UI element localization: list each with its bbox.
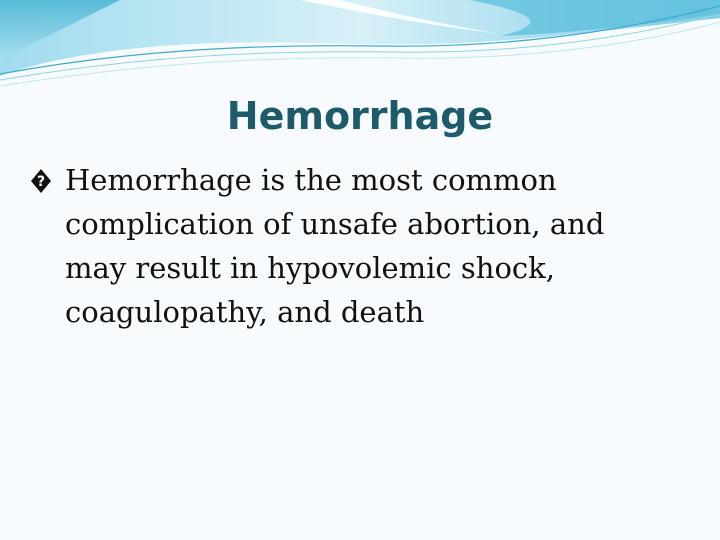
slide-title: Hemorrhage <box>226 94 494 138</box>
bullet-text: Hemorrhage is the most common complication of unsafe abortion, and may result in hypovolemic shock, coagulopathy, and death <box>65 163 605 329</box>
svg-text:?: ? <box>36 174 46 190</box>
missing-glyph-bullet-icon <box>30 168 52 194</box>
header-wave-decoration <box>0 0 720 90</box>
slide-body <box>30 158 670 334</box>
bullet-item <box>30 158 670 334</box>
